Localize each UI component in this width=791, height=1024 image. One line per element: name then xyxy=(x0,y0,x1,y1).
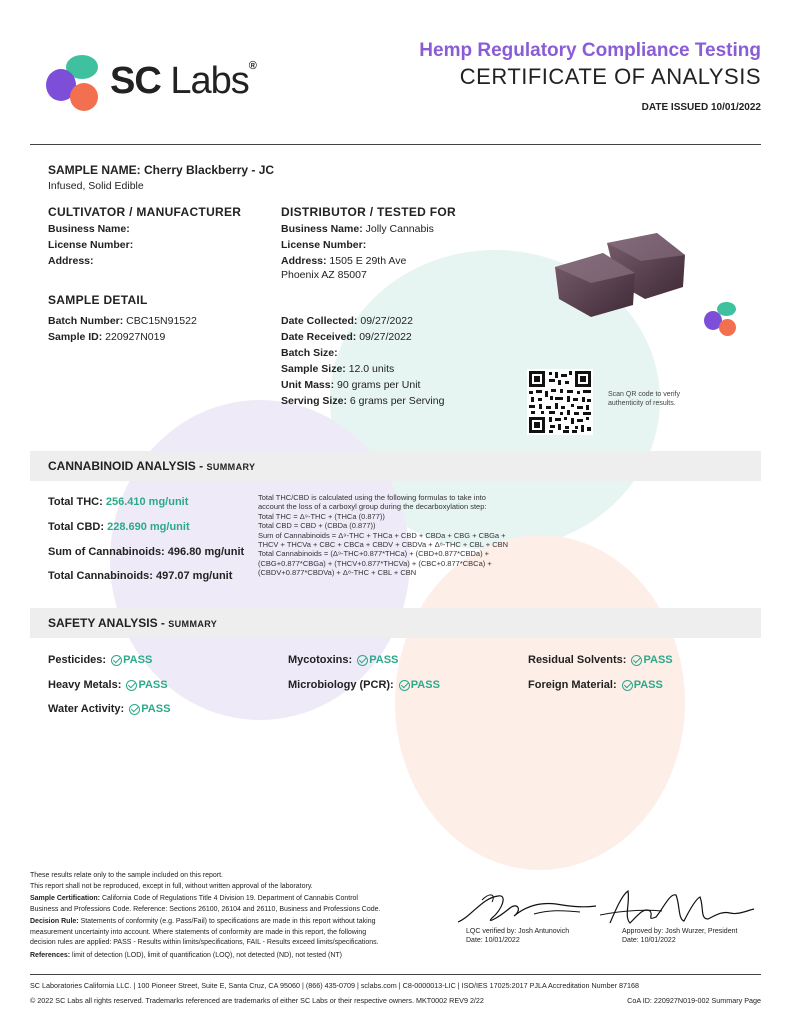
qr-code[interactable] xyxy=(527,369,593,435)
lqc-verification xyxy=(466,927,569,945)
sample-id: Sample ID: 220927N019 xyxy=(48,331,166,343)
check-circle-icon xyxy=(111,655,122,666)
product-image xyxy=(545,225,695,320)
cannabinoid-heading: CANNABINOID ANALYSIS - SUMMARY xyxy=(48,459,256,473)
unit-mass: Unit Mass: 90 grams per Unit xyxy=(281,379,421,391)
safety-item-pesticides: Pesticides: PASS xyxy=(48,654,153,666)
formula-line: (CBDV+0.877*CBDVa) + Δ⁸-THC + CBL + CBN xyxy=(258,568,417,578)
distributor-address-line2: Phoenix AZ 85007 xyxy=(281,269,367,281)
safety-item-water-activity: Water Activity: PASS xyxy=(48,703,171,715)
cultivator-license: License Number: xyxy=(48,239,134,251)
references: References: limit of detection (LOD), limit of quantification (LOQ), not detected (ND), not tested (NT) xyxy=(30,951,343,959)
formula-line: Total THC = Δ⁹-THC + (THCa (0.877)) xyxy=(258,511,385,521)
safety-item-heavy-metals: Heavy Metals: PASS xyxy=(48,679,168,691)
check-circle-icon xyxy=(631,655,642,666)
header-divider xyxy=(30,144,761,145)
formula-line: account the loss of a carboxyl group during the decarboxylation step: xyxy=(258,502,487,512)
copyright-line: © 2022 SC Labs all rights reserved. Trademarks referenced are trademarks of either SC Labs or their respective owners. MKT0002 REV9 2/22 xyxy=(30,996,484,1005)
check-circle-icon xyxy=(357,655,368,666)
serving-size: Serving Size: 6 grams per Serving xyxy=(281,395,445,407)
decision-rule-line2: measurement uncertainty into account. Where statements of conformity are made in this report, the following xyxy=(30,928,367,936)
lqc-verified-by: LQC verified by: Josh Antunovich xyxy=(466,928,570,935)
approval xyxy=(622,927,737,945)
safety-heading: SAFETY ANALYSIS - SUMMARY xyxy=(48,616,218,630)
safety-item-mycotoxins: Mycotoxins: PASS xyxy=(288,654,399,666)
sample-size: Sample Size: 12.0 units xyxy=(281,363,395,375)
safety-item-residual-solvents: Residual Solvents: PASS xyxy=(528,654,673,666)
formula-line: Sum of Cannabinoids = Δ⁹-THC + THCa + CBD + CBDa + CBG + CBGa + xyxy=(258,530,506,540)
decor-blob-orange xyxy=(395,535,685,870)
total-cbd: Total CBD: 228.690 mg/unit xyxy=(48,521,190,533)
footer-note: These results relate only to the sample included on this report. xyxy=(30,872,223,879)
approved-by: Approved by: Josh Wurzer, President xyxy=(622,928,738,935)
coa-id: CoA ID: 220927N019-002 Summary Page xyxy=(627,996,761,1005)
formula-line: (CBG+0.877*CBGa) + (THCV+0.877*THCVa) + (CBC+0.877*CBCa) + xyxy=(258,558,492,568)
logo-mark xyxy=(46,55,106,113)
safety-item-foreign-material: Foreign Material: PASS xyxy=(528,679,663,691)
lqc-date: Date: 10/01/2022 xyxy=(466,937,520,944)
formula-line: Total THC/CBD is calculated using the following formulas to take into xyxy=(258,493,486,502)
check-circle-icon xyxy=(622,680,633,691)
date-issued: DATE ISSUED 10/01/2022 xyxy=(641,102,761,113)
distributor-heading: DISTRIBUTOR / TESTED FOR xyxy=(281,205,456,219)
batch-number: Batch Number: CBC15N91522 xyxy=(48,315,197,327)
check-circle-icon xyxy=(126,680,137,691)
footer-divider xyxy=(30,974,761,975)
batch-size: Batch Size: xyxy=(281,347,338,359)
logo-dot-orange xyxy=(70,83,98,111)
qr-caption xyxy=(608,390,680,408)
small-logo-mark xyxy=(704,302,740,338)
check-circle-icon xyxy=(399,680,410,691)
certificate-title: CERTIFICATE OF ANALYSIS xyxy=(459,64,761,89)
sample-certification: Sample Certification: California Code of Regulations Title 4 Division 19. Department of Cannabis Control xyxy=(30,895,358,902)
small-logo-dot-orange xyxy=(719,319,736,336)
sample-detail-heading: SAMPLE DETAIL xyxy=(48,293,148,307)
cultivator-address: Address: xyxy=(48,255,94,267)
safety-section-bar xyxy=(30,608,761,638)
safety-item-microbiology: Microbiology (PCR): PASS xyxy=(288,679,440,691)
sample-name: SAMPLE NAME: Cherry Blackberry - JC xyxy=(48,163,275,177)
check-circle-icon xyxy=(129,704,140,715)
date-collected: Date Collected: 09/27/2022 xyxy=(281,315,413,327)
sample-type: Infused, Solid Edible xyxy=(48,180,144,192)
sample-certification-line2: Business and Professions Code. Reference: Sections 26100, 26104 and 26110, Business and Professions Code. xyxy=(30,905,381,913)
qr-caption-line2: authenticity of results. xyxy=(608,400,676,407)
qr-caption-line1: Scan QR code to verify xyxy=(608,391,680,398)
formula-line: Total Cannabinoids = (Δ⁹-THC+0.877*THCa) + (CBD+0.877*CBDa) + xyxy=(258,549,490,559)
formula-notes xyxy=(258,493,508,578)
cultivator-heading: CULTIVATOR / MANUFACTURER xyxy=(48,205,242,219)
cannabinoid-section-bar xyxy=(30,451,761,481)
footer-note: This report shall not be reproduced, except in full, without written approval of the laboratory. xyxy=(30,882,313,890)
distributor-business-name: Business Name: Jolly Cannabis xyxy=(281,223,434,235)
formula-line: Total CBD = CBD + (CBDa (0.877)) xyxy=(258,521,376,531)
lab-address-line: SC Laboratories California LLC. | 100 Pioneer Street, Suite E, Santa Cruz, CA 95060 | (866) 435-0709 | sclabs.com | C8-0000013-LIC | ISO/IES 17025:2017 PJLA Accreditation Number 87168 xyxy=(30,981,640,990)
distributor-address: Address: 1505 E 29th Ave xyxy=(281,255,407,267)
decision-rule: Decision Rule: Statements of conformity (e.g. Pass/Fail) to specifications are made in this report without taking xyxy=(30,918,376,925)
approved-date: Date: 10/01/2022 xyxy=(622,937,676,944)
header-title: Hemp Regulatory Compliance Testing xyxy=(419,40,761,61)
footer-notes xyxy=(30,871,381,961)
cultivator-business-name: Business Name: xyxy=(48,223,130,235)
total-cannabinoids: Total Cannabinoids: 497.07 mg/unit xyxy=(48,570,233,582)
sum-of-cannabinoids: Sum of Cannabinoids: 496.80 mg/unit xyxy=(48,546,245,558)
total-thc: Total THC: 256.410 mg/unit xyxy=(48,496,189,508)
decision-rule-line3: decision rules are applied: PASS - Results within limits/specifications, FAIL - Results exceed limits/specifications. xyxy=(30,939,379,946)
signature-lqc xyxy=(452,888,602,932)
date-received: Date Received: 09/27/2022 xyxy=(281,331,412,343)
distributor-license: License Number: xyxy=(281,239,367,251)
brand-name: SC Labs® xyxy=(110,60,256,102)
signature-approved xyxy=(600,885,760,933)
formula-line: THCV + THCVa + CBC + CBCa + CBDV + CBDVa + Δ⁸-THC + CBL + CBN xyxy=(258,540,509,550)
